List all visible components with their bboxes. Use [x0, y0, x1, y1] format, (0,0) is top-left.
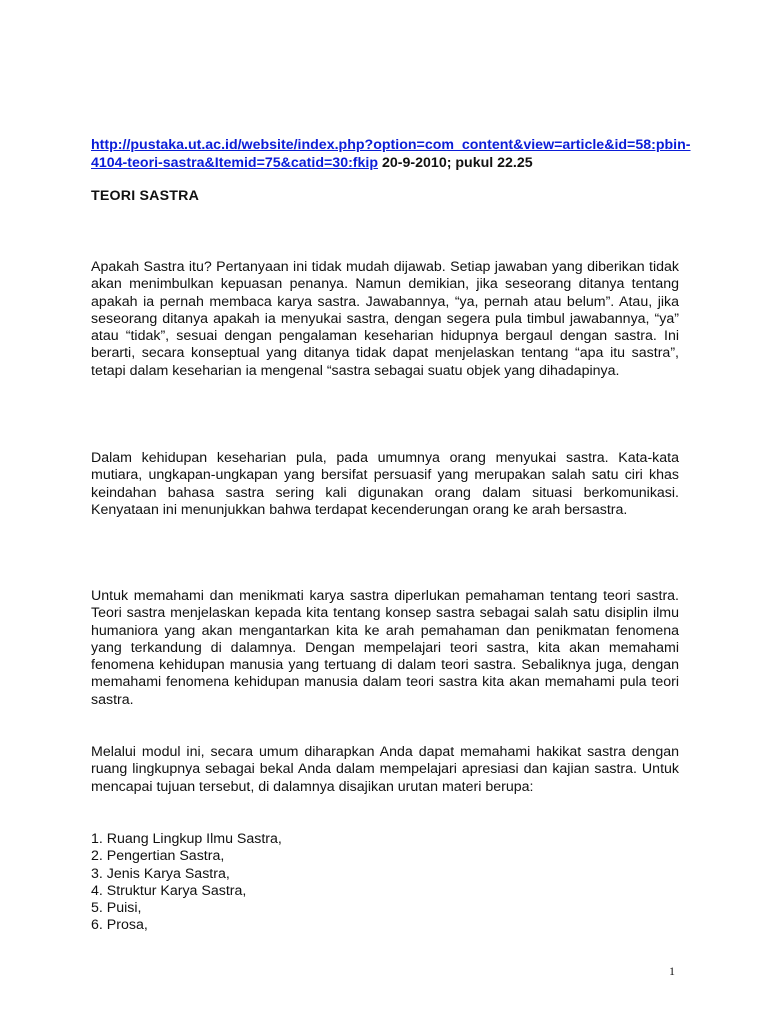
- page-number: 1: [669, 964, 675, 978]
- list-item: 4. Struktur Karya Sastra,: [91, 882, 247, 899]
- materials-list: [91, 831, 282, 935]
- list-item: 5. Puisi,: [91, 900, 142, 917]
- document-title: TEORI SASTRA: [91, 188, 200, 204]
- list-item: 1. Ruang Lingkup Ilmu Sastra,: [91, 831, 282, 847]
- list-item: 3. Jenis Karya Sastra,: [91, 865, 230, 882]
- list-item: 2. Pengertian Sastra,: [91, 848, 225, 865]
- source-citation: [91, 136, 691, 172]
- paragraph-module-goals: Melalui modul ini, secara umum diharapkan Anda dapat memahami hakikat sastra dengan ruang lingkupnya sebagai bekal Anda dalam mempelajari apresiasi dan kajian sastra. Untuk mencapai tujuan tersebut, di dalamnya disajikan urutan materi berupa:: [91, 744, 679, 795]
- source-link[interactable]: http://pustaka.ut.ac.id/website/index.php?option=com_content&view=article&id=58:pbin-4104-teori-sastra&Itemid=75&catid=30:fkip: [91, 137, 691, 171]
- paragraph-everyday-literature: Dalam kehidupan keseharian pula, pada umumnya orang menyukai sastra. Kata-kata mutiara, ungkapan-ungkapan yang bersifat persuasif yang merupakan salah satu ciri khas keindahan bahasa sastra sering kali digunakan orang dalam situasi berkomunikasi. Kenyataan ini menunjukkan bahwa terdapat kecenderungan orang ke arah bersastra.: [91, 450, 679, 518]
- paragraph-what-is-literature: Apakah Sastra itu? Pertanyaan ini tidak mudah dijawab. Setiap jawaban yang diberikan tidak akan menimbulkan kepuasan penanya. Namun demikian, jika seseorang ditanya tentang apakah ia pernah membaca karya sastra. Jawabannya, “ya, pernah atau belum”. Atau, jika seseorang ditanya apakah ia menyukai sastra, dengan segera pula timbul jawabannya, “ya” atau “tidak”, sesuai dengan pengalaman keseharian hidupnya bergaul dengan sastra. Ini berarti, secara konseptual yang ditanya tidak dapat menjelaskan tentang “apa itu sastra”, tetapi dalam keseharian ia mengenal “sastra sebagai suatu objek yang dihadapinya.: [91, 259, 679, 379]
- access-timestamp: 20-9-2010; pukul 22.25: [382, 155, 533, 171]
- list-item: 6. Prosa,: [91, 917, 148, 934]
- paragraph-literary-theory: Untuk memahami dan menikmati karya sastra diperlukan pemahaman tentang teori sastra. Teori sastra menjelaskan kepada kita tentang konsep sastra sebagai salah satu disiplin ilmu humaniora yang akan mengantarkan kita ke arah pemahaman dan penikmatan fenomena yang terkandung di dalamnya. Dengan mempelajari teori sastra, kita akan memahami fenomena kehidupan manusia yang tertuang di dalam teori sastra. Sebaliknya juga, dengan memahami fenomena kehidupan manusia dalam teori sastra kita akan memahami pula teori sastra.: [91, 588, 679, 708]
